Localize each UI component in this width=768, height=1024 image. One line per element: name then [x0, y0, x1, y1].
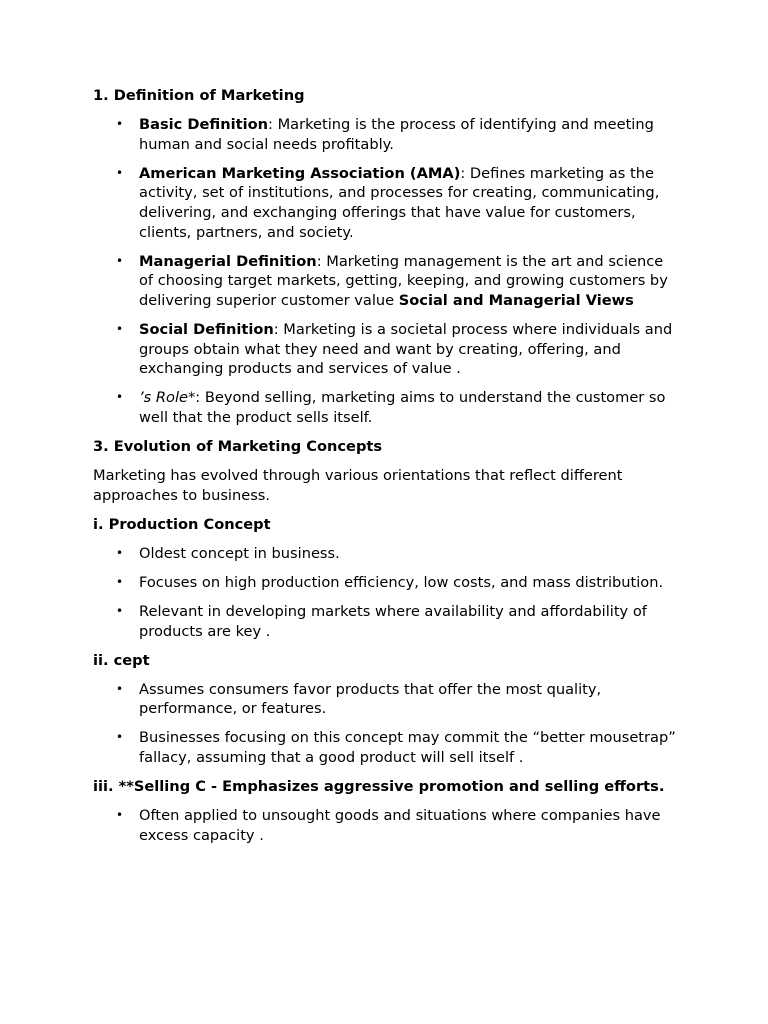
item-text: Oldest concept in business. [139, 544, 340, 562]
item-term: Managerial Definition [139, 252, 317, 270]
item-trailing-bold: Social and Managerial Views [398, 291, 634, 309]
subheading-selling-concept: iii. **Selling C - Emphasizes aggressive promotion and selling efforts. [93, 778, 665, 796]
subheading-production-concept: i. Production Concept [93, 515, 271, 533]
bullet-icon: • [116, 253, 124, 268]
list-item [93, 602, 678, 641]
item-text: : Marketing is the process of identifying and meeting human and social needs profitably. [139, 116, 654, 153]
product-list [93, 680, 678, 768]
item-term: American Marketing Association (AMA) [139, 164, 461, 182]
bullet-icon: • [116, 321, 124, 336]
item-text: Focuses on high production efficiency, low costs, and mass distribution. [139, 573, 664, 591]
item-italic: ’s Role [139, 389, 188, 407]
list-item [93, 320, 678, 379]
list-item [93, 806, 678, 845]
item-term: Social Definition [139, 320, 274, 338]
section-heading-evolution: 3. Evolution of Marketing Concepts [93, 437, 383, 455]
item-term: Basic Definition [139, 116, 269, 134]
list-item [93, 544, 678, 564]
bullet-icon: • [116, 545, 124, 560]
bullet-icon: • [116, 808, 124, 823]
list-item [93, 728, 678, 767]
section-intro: Marketing has evolved through various orientations that reflect different approaches to business. [93, 467, 623, 504]
item-text: : Marketing management is the art and science of choosing target markets, getting, keeping, and growing customers by delivering superior customer value [139, 252, 668, 309]
item-text: Businesses focusing on this concept may commit the “better mousetrap” fallacy, assuming that a good product will sell itself . [139, 729, 676, 767]
section-heading-definition: 1. Definition of Marketing [93, 87, 305, 104]
item-text: Assumes consumers favor products that offer the most quality, performance, or features. [139, 680, 602, 718]
bullet-icon: • [116, 117, 124, 132]
item-text: : Marketing is a societal process where individuals and groups obtain what they need and want by creating, offering, and exchanging products and services of value . [139, 320, 673, 378]
selling-list [93, 806, 678, 845]
list-item [93, 573, 678, 593]
item-text: Often applied to unsought goods and situations where companies have excess capacity . [139, 807, 661, 844]
item-text: Relevant in developing markets where availability and affordability of products are key . [139, 602, 647, 640]
document-page [93, 86, 678, 855]
list-item [93, 680, 678, 719]
bullet-icon: • [116, 165, 124, 180]
list-item [93, 388, 678, 427]
item-text: : Defines marketing as the activity, set of institutions, and processes for creating, communicating, delivering, and exchanging offerings that have value for customers, clients, partners, and society. [139, 164, 660, 241]
list-item [93, 115, 678, 154]
production-list [93, 544, 678, 641]
item-text: *: Beyond selling, marketing aims to understand the customer so well that the product sells itself. [139, 389, 666, 426]
bullet-icon: • [116, 603, 124, 618]
bullet-icon: • [116, 730, 124, 745]
bullet-icon: • [116, 390, 124, 405]
list-item [93, 252, 678, 311]
definition-list [93, 115, 678, 427]
subheading-product-concept: ii. cept [93, 651, 150, 669]
bullet-icon: • [116, 574, 124, 589]
bullet-icon: • [116, 681, 124, 696]
list-item [93, 164, 678, 242]
